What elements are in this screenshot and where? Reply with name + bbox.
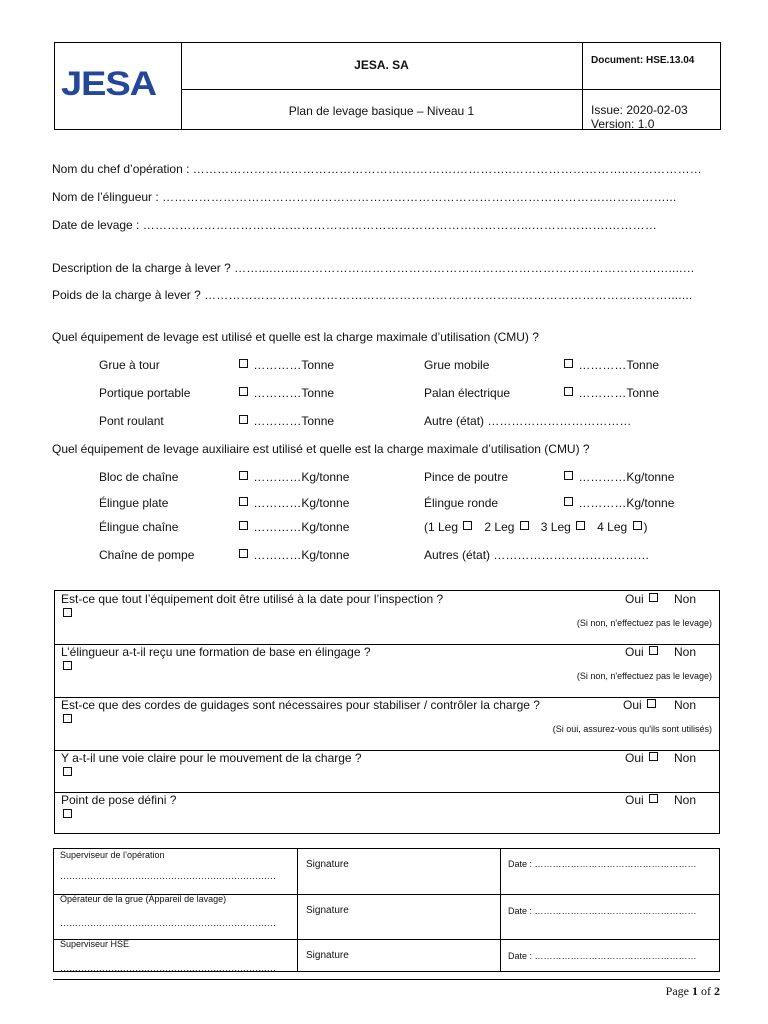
document-title: Plan de levage basique – Niveau 1: [288, 104, 475, 118]
checkbox[interactable]: [576, 521, 585, 530]
checklist-row: [55, 750, 719, 793]
equipment-other[interactable]: Autre (état) ………………………………: [424, 414, 632, 428]
version: Version: 1.0: [591, 117, 655, 131]
equipment-capacity[interactable]: …………Tonne: [562, 358, 659, 372]
checkbox[interactable]: [239, 521, 248, 530]
auxiliary-question: Quel équipement de levage auxiliaire est utilisé et quelle est la charge maximale d’utilisation (CMU) ?: [52, 442, 590, 456]
checklist-question: Est-ce que tout l’équipement doit être utilisé à la date pour l’inspection ?: [61, 592, 444, 606]
auxiliary-name: Pince de poutre: [424, 470, 509, 484]
checkbox[interactable]: [564, 497, 573, 506]
auxiliary-name: Élingue ronde: [424, 496, 499, 510]
checkbox[interactable]: [63, 608, 72, 617]
signature-field[interactable]: Signature: [306, 905, 349, 916]
checklist-row: [55, 644, 719, 698]
checkbox[interactable]: [63, 767, 72, 776]
equipment-name: Grue mobile: [424, 358, 490, 372]
yes-option[interactable]: Oui: [625, 793, 660, 807]
checkbox[interactable]: [239, 387, 248, 396]
checklist-note: (Si non, n'effectuez pas le levage): [576, 671, 712, 681]
safety-checklist: [54, 590, 720, 834]
checkbox[interactable]: [239, 549, 248, 558]
auxiliary-name: Chaîne de pompe: [99, 548, 195, 562]
yes-option[interactable]: Oui: [625, 592, 660, 606]
equipment-name: Pont roulant: [99, 414, 164, 428]
yes-option[interactable]: Oui: [625, 645, 660, 659]
field-fill[interactable]: …………………………………………………………………………………………………….......: [204, 288, 693, 302]
auxiliary-capacity[interactable]: …………Kg/tonne: [237, 470, 349, 484]
issue-version: [591, 103, 688, 131]
auxiliary-capacity[interactable]: …………Kg/tonne: [237, 496, 349, 510]
date-field[interactable]: Date : ………………………………………………: [508, 859, 697, 869]
no-option[interactable]: Non: [674, 645, 697, 659]
no-option[interactable]: Non: [674, 751, 697, 765]
yes-option[interactable]: Oui: [623, 698, 658, 712]
field-label: Nom du chef d’opération :: [52, 162, 190, 176]
field-elingueur[interactable]: [52, 190, 720, 204]
field-fill[interactable]: ……………………………………………………………………………………………….……………...: [162, 190, 677, 204]
auxiliary-capacity[interactable]: …………Kg/tonne: [237, 520, 349, 534]
checkbox[interactable]: [63, 661, 72, 670]
leg-options[interactable]: (1 Leg 2 Leg 3 Leg 4 Leg ): [424, 520, 648, 534]
auxiliary-name: Élingue chaîne: [99, 520, 179, 534]
name-line[interactable]: ………………………………………………………………: [60, 918, 276, 928]
page-number: Page 1 of 2: [665, 984, 720, 998]
date-field[interactable]: Date : ………………………………………………: [508, 951, 697, 961]
auxiliary-other[interactable]: Autres (état) …………………………………: [424, 548, 650, 562]
equipment-capacity[interactable]: …………Tonne: [237, 414, 334, 428]
field-label: Date de levage :: [52, 218, 140, 232]
no-option[interactable]: Non: [674, 793, 697, 807]
auxiliary-capacity[interactable]: …………Kg/tonne: [562, 496, 674, 510]
footer-divider: [53, 979, 720, 980]
field-fill[interactable]: ……....…....…………………………………………………………………………….…....…: [234, 261, 695, 275]
checkbox[interactable]: [564, 359, 573, 368]
name-line[interactable]: ………………………………………………………………: [60, 871, 276, 881]
checkbox[interactable]: [63, 809, 72, 818]
field-chef[interactable]: [52, 162, 720, 176]
signature-role: Superviseur HSE: [60, 939, 130, 949]
company-name: JESA. SA: [354, 58, 409, 72]
auxiliary-capacity[interactable]: …………Kg/tonne: [237, 548, 349, 562]
equipment-name: Portique portable: [99, 386, 191, 400]
yes-option[interactable]: Oui: [625, 751, 660, 765]
field-poids[interactable]: [52, 288, 720, 302]
checkbox[interactable]: [564, 387, 573, 396]
checkbox[interactable]: [239, 359, 248, 368]
auxiliary-capacity[interactable]: …………Kg/tonne: [562, 470, 674, 484]
document-header: [54, 42, 721, 130]
equipment-name: Grue à tour: [99, 358, 160, 372]
checkbox[interactable]: [463, 521, 472, 530]
checklist-question: L’élingueur a-t-il reçu une formation de base en élingage ?: [61, 645, 371, 659]
equipment-question: Quel équipement de levage est utilisé et quelle est la charge maximale d’utilisation (CMU) ?: [52, 330, 539, 344]
equipment-capacity[interactable]: …………Tonne: [237, 386, 334, 400]
auxiliary-name: Bloc de chaîne: [99, 470, 179, 484]
checklist-question: Est-ce que des cordes de guidages sont nécessaires pour stabiliser / contrôler la charge ?: [61, 698, 540, 712]
field-fill[interactable]: ……………………………………………….……….…………..………………………..………………: [192, 162, 702, 176]
document-number: Document: HSE.13.04: [591, 55, 695, 66]
field-fill[interactable]: …………………………………………………………………………………...……………….…………: [142, 218, 658, 232]
checkbox[interactable]: [63, 714, 72, 723]
checkbox[interactable]: [564, 471, 573, 480]
checklist-question: Point de pose défini ?: [61, 793, 177, 807]
signature-field[interactable]: Signature: [306, 859, 349, 870]
checklist-question: Y a-t-il une voie claire pour le mouvement de la charge ?: [61, 751, 362, 765]
checklist-row: [55, 697, 719, 751]
signature-role: Superviseur de l’opération: [60, 850, 165, 860]
checklist-row: [55, 591, 719, 645]
no-option[interactable]: Non: [674, 592, 697, 606]
equipment-capacity[interactable]: …………Tonne: [237, 358, 334, 372]
checkbox[interactable]: [239, 415, 248, 424]
jesa-logo: JESA: [61, 65, 157, 103]
date-field[interactable]: Date : ………………………………………………: [508, 906, 697, 916]
field-label: Description de la charge à lever ?: [52, 261, 231, 275]
equipment-capacity[interactable]: …………Tonne: [562, 386, 659, 400]
signature-table: [53, 848, 720, 972]
checkbox[interactable]: [239, 471, 248, 480]
checkbox[interactable]: [239, 497, 248, 506]
checkbox[interactable]: [633, 521, 642, 530]
signature-role: Opérateur de la grue (Appareil de lavage): [60, 894, 227, 904]
auxiliary-name: Élingue plate: [99, 496, 169, 510]
field-description[interactable]: [52, 261, 720, 275]
field-label: Poids de la charge à lever ?: [52, 288, 201, 302]
name-line[interactable]: ………………………………………………………………: [60, 963, 276, 973]
checkbox[interactable]: [520, 521, 529, 530]
equipment-name: Palan électrique: [424, 386, 511, 400]
field-date[interactable]: [52, 218, 720, 232]
checklist-note: (Si oui, assurez-vous qu'ils sont utilisés): [552, 724, 712, 734]
no-option[interactable]: Non: [674, 698, 697, 712]
checklist-row: [55, 792, 719, 834]
issue-date: Issue: 2020-02-03: [591, 103, 688, 117]
field-label: Nom de l’élingueur :: [52, 190, 159, 204]
signature-field[interactable]: Signature: [306, 950, 349, 961]
checklist-note: (Si non, n'effectuez pas le levage): [576, 618, 712, 628]
